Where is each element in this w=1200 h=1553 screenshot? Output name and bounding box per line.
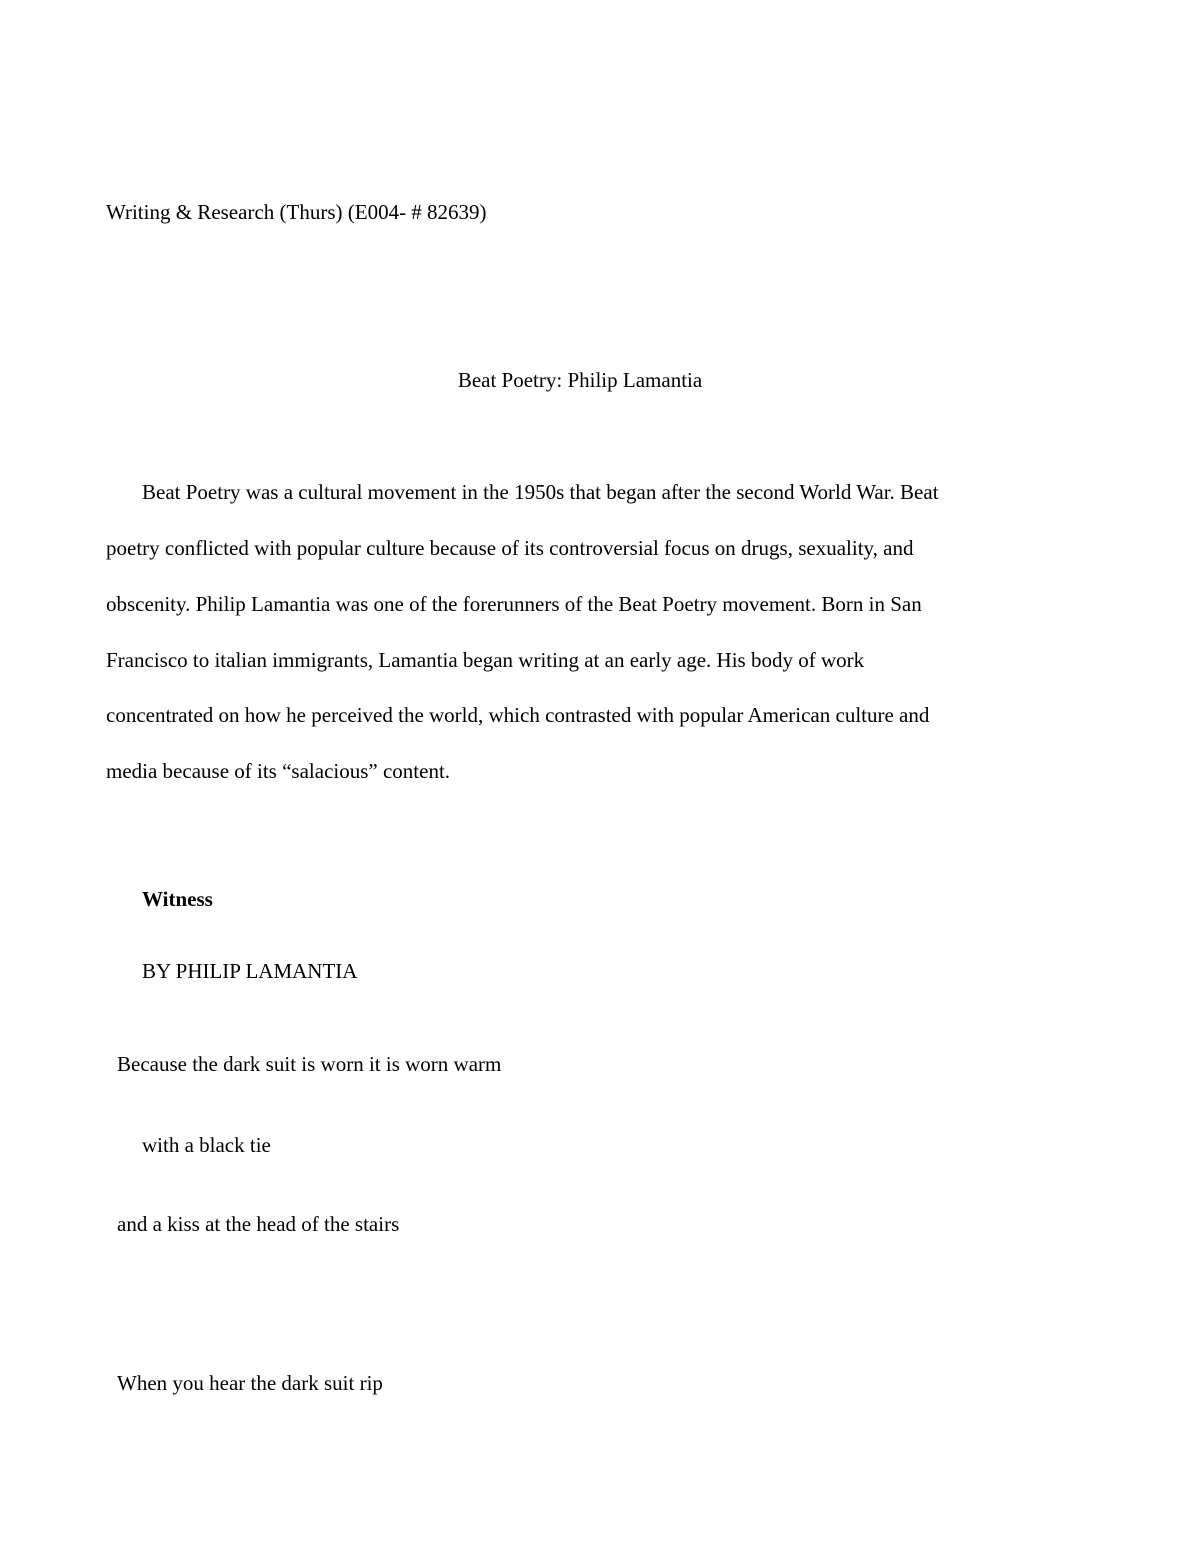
paragraph-line: media because of its “salacious” content. [106,759,451,783]
poem-line: with a black tie [142,1133,271,1157]
course-header: Writing & Research (Thurs) (E004- # 82639) [106,200,487,224]
poem-line: and a kiss at the head of the stairs [117,1212,400,1236]
paragraph-line: obscenity. Philip Lamantia was one of the forerunners of the Beat Poetry movement. Born in San [106,592,922,616]
paragraph-line: Beat Poetry was a cultural movement in the 1950s that began after the second World War. Beat [142,480,939,504]
poem-line: Because the dark suit is worn it is worn warm [117,1052,502,1076]
poem-line: When you hear the dark suit rip [117,1371,383,1395]
paragraph-line: poetry conflicted with popular culture because of its controversial focus on drugs, sexuality, and [106,536,914,560]
paragraph-line: Francisco to italian immigrants, Lamantia began writing at an early age. His body of work [106,648,865,672]
poem-title: Witness [142,887,213,911]
document-title: Beat Poetry: Philip Lamantia [457,368,703,392]
poem-author: BY PHILIP LAMANTIA [142,959,358,983]
paragraph-line: concentrated on how he perceived the world, which contrasted with popular American culture and [106,703,930,727]
